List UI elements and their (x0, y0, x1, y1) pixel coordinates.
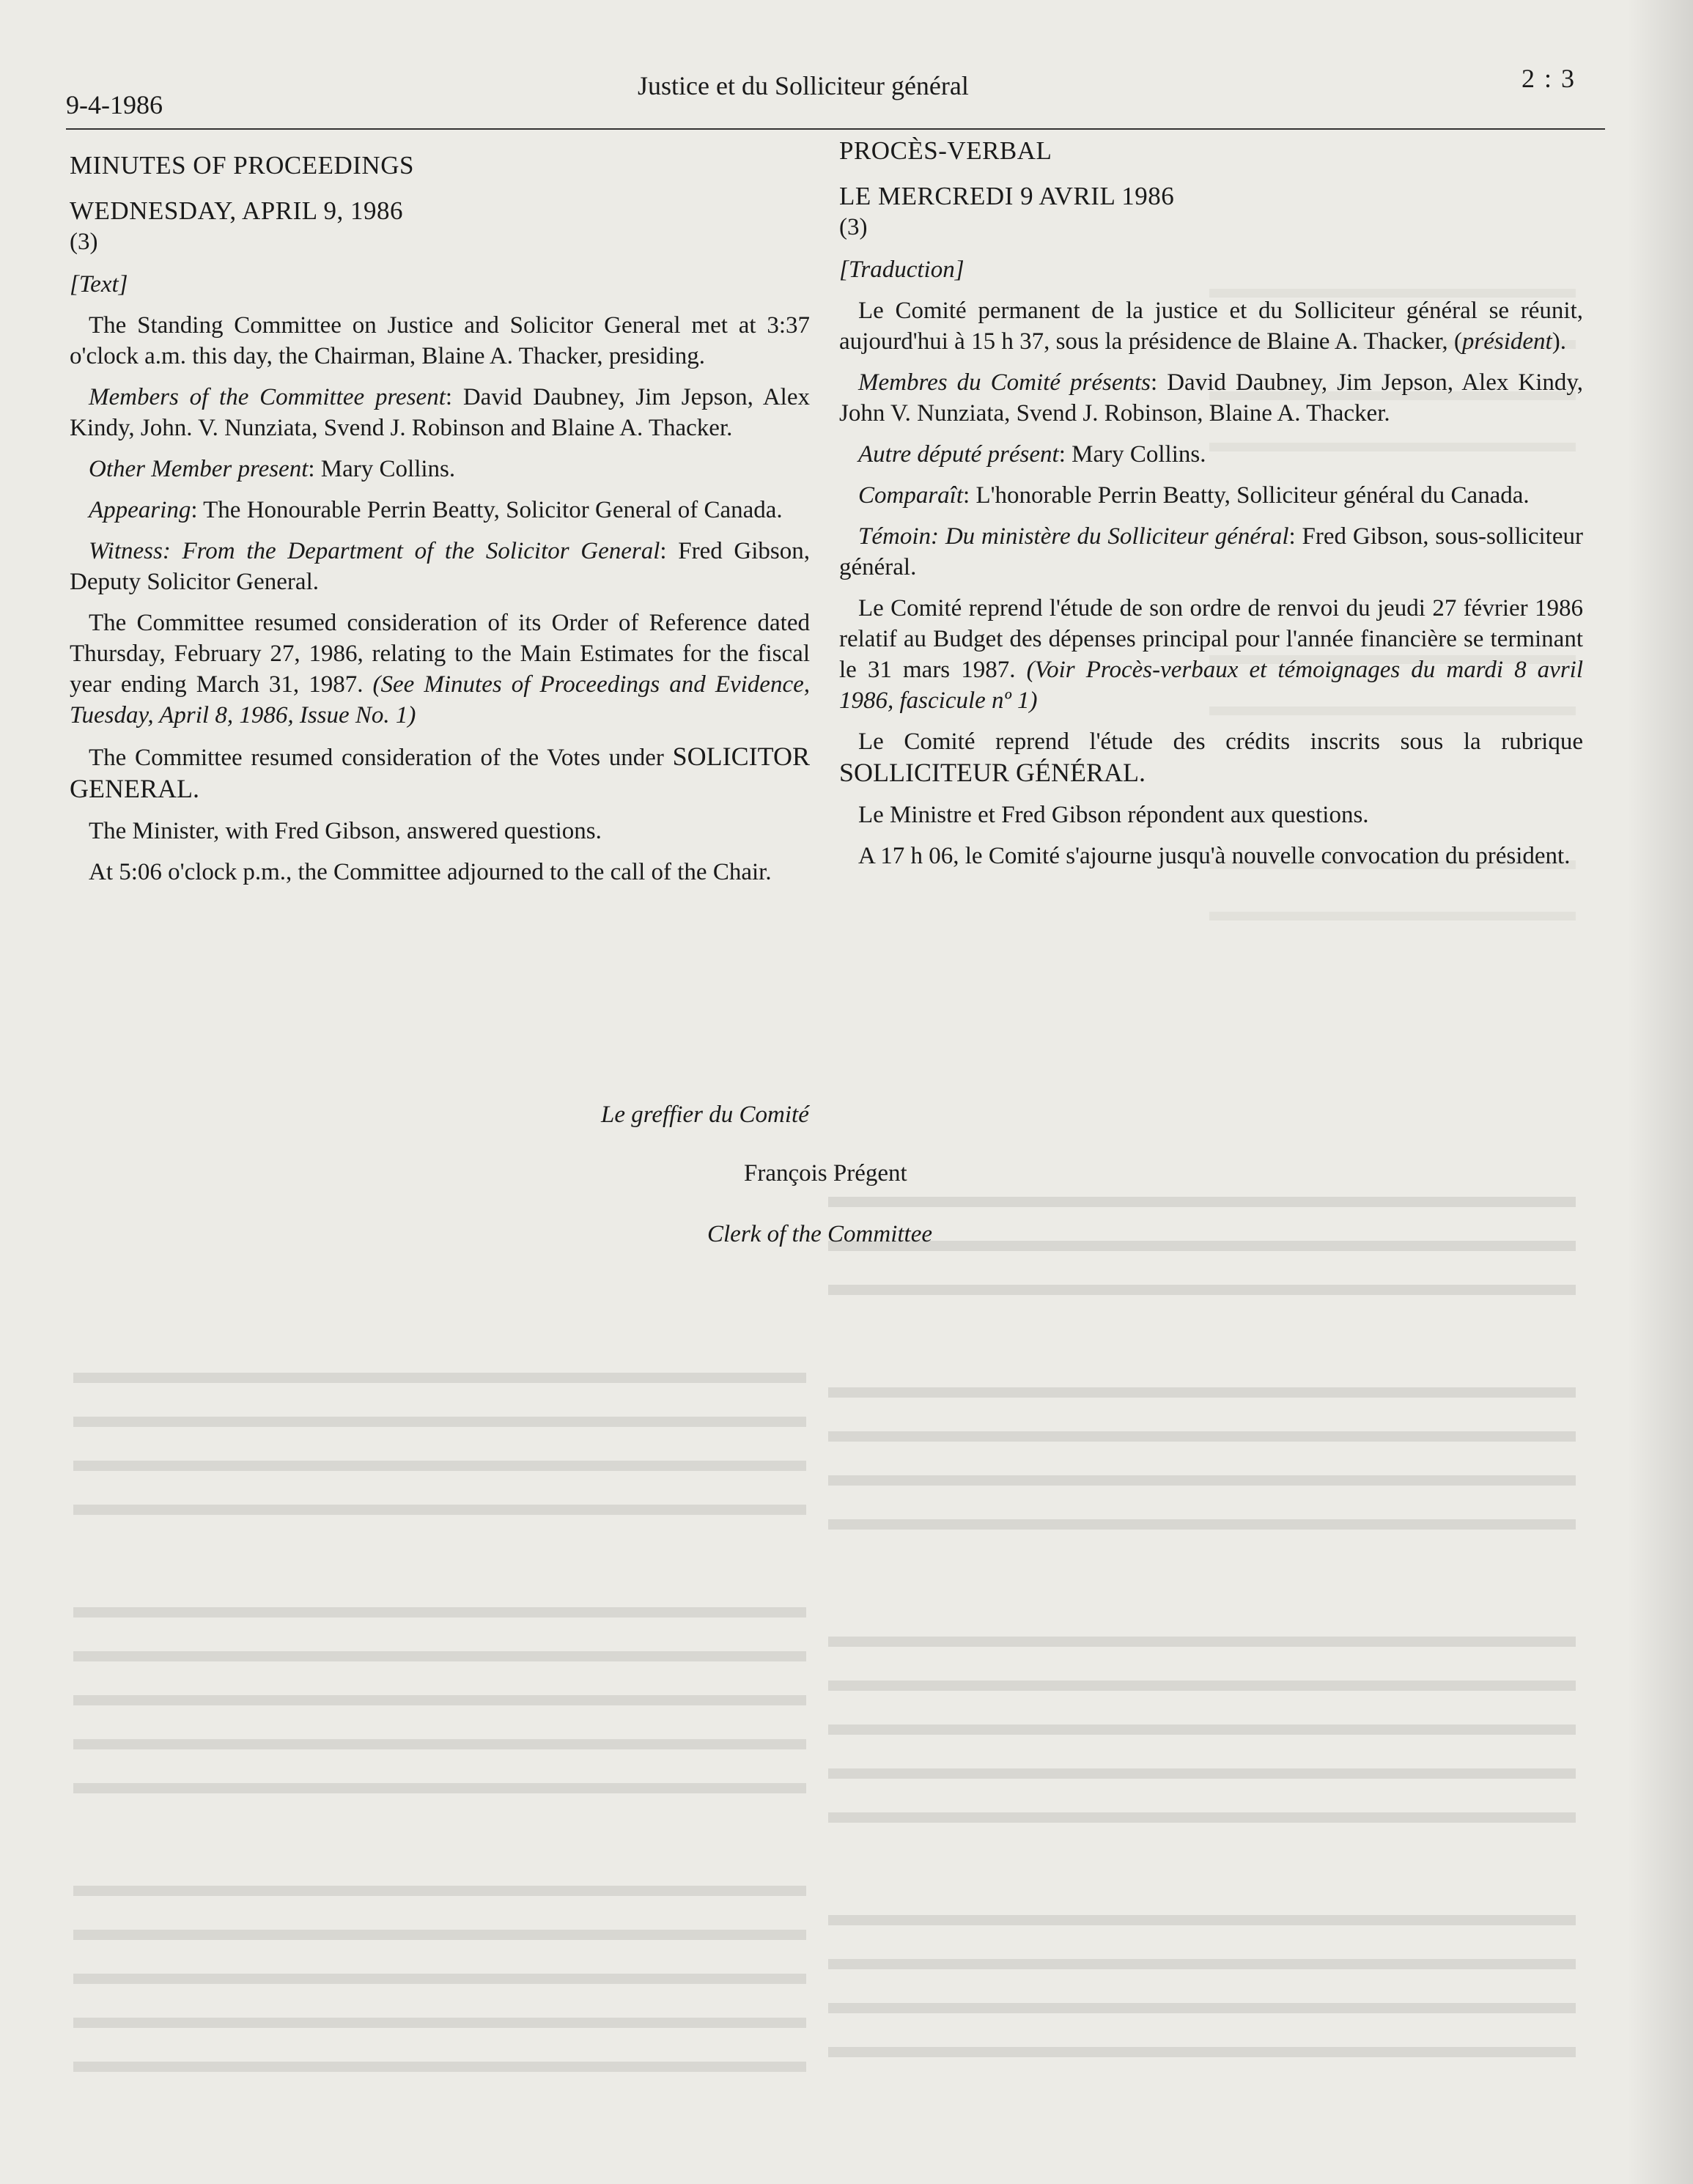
votes-text: The Committee resumed consideration of the Votes under (89, 745, 673, 771)
french-opening-paragraph (839, 295, 1583, 357)
english-appearing-paragraph (70, 495, 810, 525)
ordre-de-renvoi-text: Le Comité reprend l'étude de son ordre de renvoi du jeudi 27 février 1986 relatif au Budget des dépenses principal pour l'année financière se terminant le 31 mars 1987. (839, 595, 1583, 683)
french-adjournment-paragraph: A 17 h 06, le Comité s'ajourne jusqu'à nouvelle convocation du président. (858, 843, 1571, 869)
appearing-text: : The Honourable Perrin Beatty, Solicitor General of Canada. (191, 497, 783, 523)
votes-rubric: SOLICITOR GENERAL. (70, 742, 810, 803)
temoin-label: Témoin (858, 523, 931, 550)
french-members-paragraph (839, 367, 1583, 429)
opening-text-end: ). (1552, 328, 1566, 355)
french-heading: PROCÈS-VERBAL (839, 136, 1052, 165)
english-answered-paragraph: The Minister, with Fred Gibson, answered questions. (89, 818, 602, 844)
temoin-department: : Du ministère du Solliciteur général (931, 523, 1289, 550)
witness-text: : Fred Gibson, Deputy Solicitor General. (70, 538, 810, 595)
french-number: (3) (839, 214, 868, 240)
clerk-title-english: Clerk of the Committee (707, 1221, 933, 1247)
page-edge-shadow (1627, 0, 1693, 2184)
english-votes-paragraph (70, 741, 810, 805)
comparait-text: : L'honorable Perrin Beatty, Solliciteur général du Canada. (963, 482, 1530, 509)
header-title: Justice et du Solliciteur général (638, 71, 969, 100)
english-heading: MINUTES OF PROCEEDINGS (70, 151, 414, 180)
appearing-label: Appearing (89, 497, 191, 523)
english-language-note: [Text] (70, 271, 128, 298)
header-rule (66, 128, 1605, 130)
clerk-title-french: Le greffier du Comité (601, 1102, 809, 1128)
opening-president: président (1461, 328, 1552, 355)
english-members-paragraph (70, 382, 810, 443)
temoin-text: : Fred Gibson, sous-solliciteur général. (839, 523, 1583, 580)
credits-rubric: SOLLICITEUR GÉNÉRAL. (839, 758, 1146, 787)
french-answered-paragraph: Le Ministre et Fred Gibson répondent aux questions. (858, 802, 1369, 828)
english-witness-paragraph (70, 536, 810, 597)
french-column (839, 136, 1583, 882)
membres-label: Membres du Comité présents (858, 369, 1151, 396)
clerk-name: François Prégent (744, 1160, 907, 1187)
order-of-reference-citation: (See Minutes of Proceedings and Evidence, Tuesday, April 8, 1986, Issue No. 1) (70, 671, 810, 728)
credits-text: Le Comité reprend l'étude des crédits inscrits sous la rubrique (858, 728, 1583, 755)
french-language-note: [Traduction] (839, 257, 964, 283)
french-other-member-paragraph (839, 439, 1583, 470)
english-order-of-reference-paragraph (70, 608, 810, 731)
witness-label: Witness (89, 538, 163, 564)
autre-depute-text: : Mary Collins. (1058, 441, 1206, 468)
english-opening-paragraph: The Standing Committee on Justice and Solicitor General met at 3:37 o'clock a.m. this day, the Chairman, Blaine A. Thacker, presiding. (70, 312, 810, 369)
other-member-label: Other Member present (89, 456, 309, 482)
comparait-label: Comparaît (858, 482, 964, 509)
witness-department: : From the Department of the Solicitor General (162, 538, 660, 564)
french-order-of-reference-paragraph (839, 593, 1583, 716)
page-header (66, 51, 1620, 132)
members-label: Members of the Committee present (89, 384, 446, 410)
membres-text: : David Daubney, Jim Jepson, Alex Kindy, John V. Nunziata, Svend J. Robinson, Blaine A. Thacker. (839, 369, 1583, 427)
autre-depute-label: Autre député présent (858, 441, 1059, 468)
english-date: WEDNESDAY, APRIL 9, 1986 (70, 196, 404, 225)
french-witness-paragraph (839, 521, 1583, 583)
french-votes-paragraph (839, 726, 1583, 789)
page-number: 2 : 3 (1521, 64, 1576, 93)
ordre-de-renvoi-citation: (Voir Procès-verbaux et témoignages du mardi 8 avril 1986, fascicule nº 1) (839, 657, 1583, 714)
english-number: (3) (70, 229, 98, 255)
english-other-member-paragraph (70, 454, 810, 484)
opening-text-start: Le Comité permanent de la justice et du Solliciteur général se réunit, aujourd'hui à 15 h 37, sous la présidence de Blaine A. Thacker, ( (839, 298, 1583, 355)
english-column (70, 150, 810, 898)
english-adjournment-paragraph: At 5:06 o'clock p.m., the Committee adjourned to the call of the Chair. (89, 859, 772, 885)
order-of-reference-text: The Committee resumed consideration of its Order of Reference dated Thursday, February 27, 1986, relating to the Main Estimates for the fiscal year ending March 31, 1987. (70, 610, 810, 698)
french-date: LE MERCREDI 9 AVRIL 1986 (839, 182, 1175, 210)
french-appearing-paragraph (839, 480, 1583, 511)
header-date: 9-4-1986 (66, 90, 163, 119)
members-text: : David Daubney, Jim Jepson, Alex Kindy, John. V. Nunziata, Svend J. Robinson and Blaine A. Thacker. (70, 384, 810, 441)
other-member-text: : Mary Collins. (308, 456, 456, 482)
